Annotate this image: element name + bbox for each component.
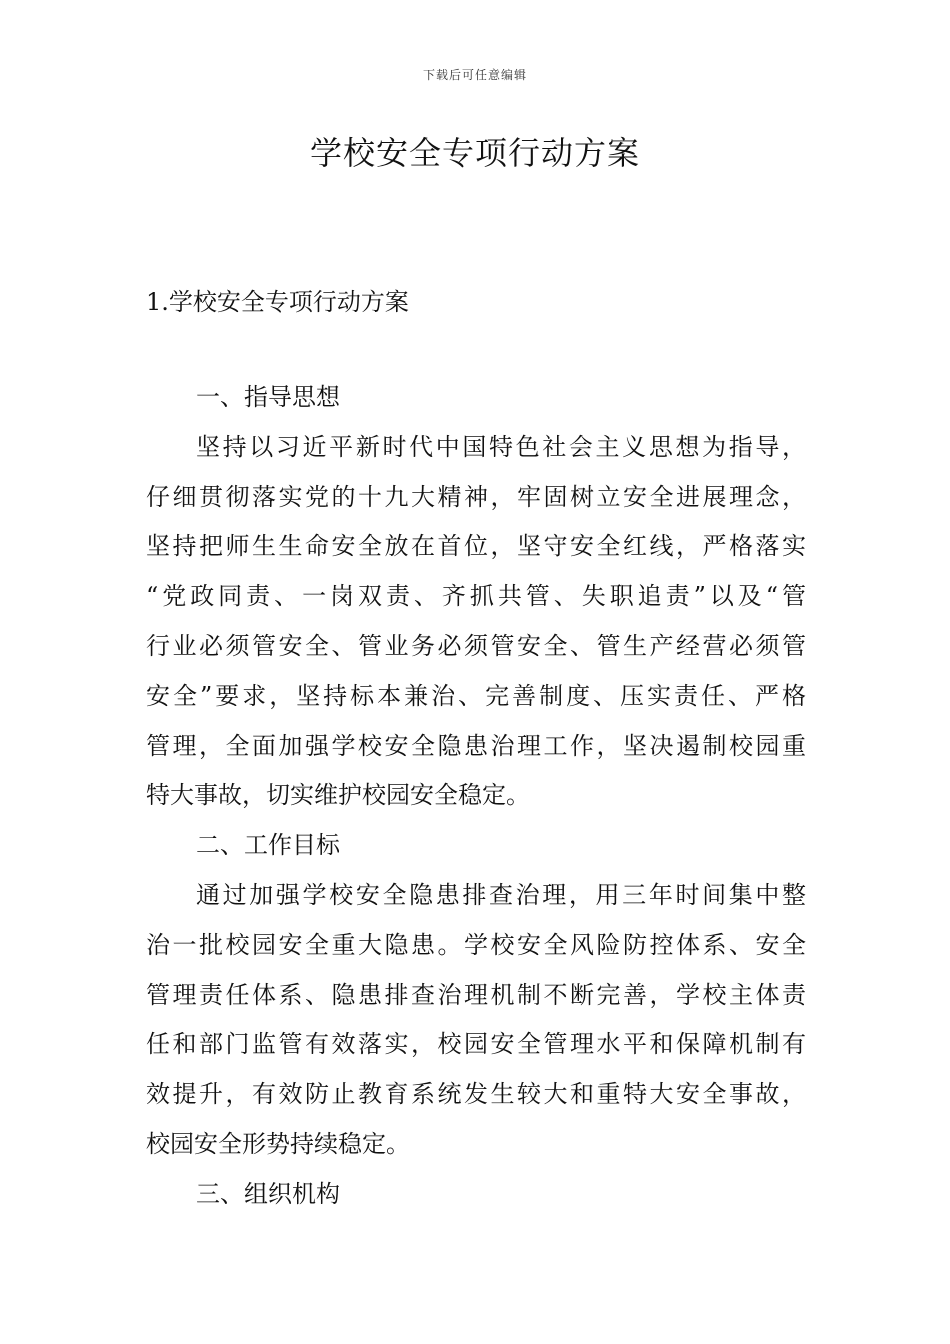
document-body	[146, 373, 806, 1220]
section-heading: 1.学校安全专项行动方案	[146, 288, 409, 316]
body-line: 特大事故，切实维护校园安全稳定。	[146, 781, 530, 810]
body-line: 效提升，有效防止教育系统发生较大和重特大安全事故，	[146, 1080, 806, 1109]
body-line: 坚持以习近平新时代中国特色社会主义思想为指导，	[196, 432, 806, 461]
body-line: 治一批校园安全重大隐患。学校安全风险防控体系、安全	[146, 930, 806, 959]
subsection-heading: 二、工作目标	[196, 831, 340, 860]
subsection-heading: 一、指导思想	[196, 383, 340, 411]
body-line: 校园安全形势持续稳定。	[146, 1129, 410, 1158]
body-line: 行业必须管安全、管业务必须管安全、管生产经营必须管	[146, 631, 806, 660]
body-line: 管理，全面加强学校安全隐患治理工作，坚决遏制校园重	[146, 731, 806, 760]
body-line: 坚持把师生生命安全放在首位，坚守安全红线，严格落实	[146, 532, 806, 561]
body-line: 通过加强学校安全隐患排查治理，用三年时间集中整	[196, 880, 806, 909]
body-line: “党政同责、一岗双责、齐抓共管、失职追责”以及“管	[146, 582, 806, 611]
subsection-heading: 三、组织机构	[196, 1179, 340, 1208]
header-note: 下载后可任意编辑	[422, 68, 527, 82]
body-line: 仔细贯彻落实党的十九大精神，牢固树立安全进展理念，	[146, 482, 806, 511]
document-title: 学校安全专项行动方案	[309, 134, 640, 172]
body-line: 安全”要求，坚持标本兼治、完善制度、压实责任、严格	[146, 681, 806, 710]
body-line: 任和部门监管有效落实，校园安全管理水平和保障机制有	[146, 1030, 806, 1059]
body-line: 管理责任体系、隐患排查治理机制不断完善，学校主体责	[146, 980, 806, 1009]
